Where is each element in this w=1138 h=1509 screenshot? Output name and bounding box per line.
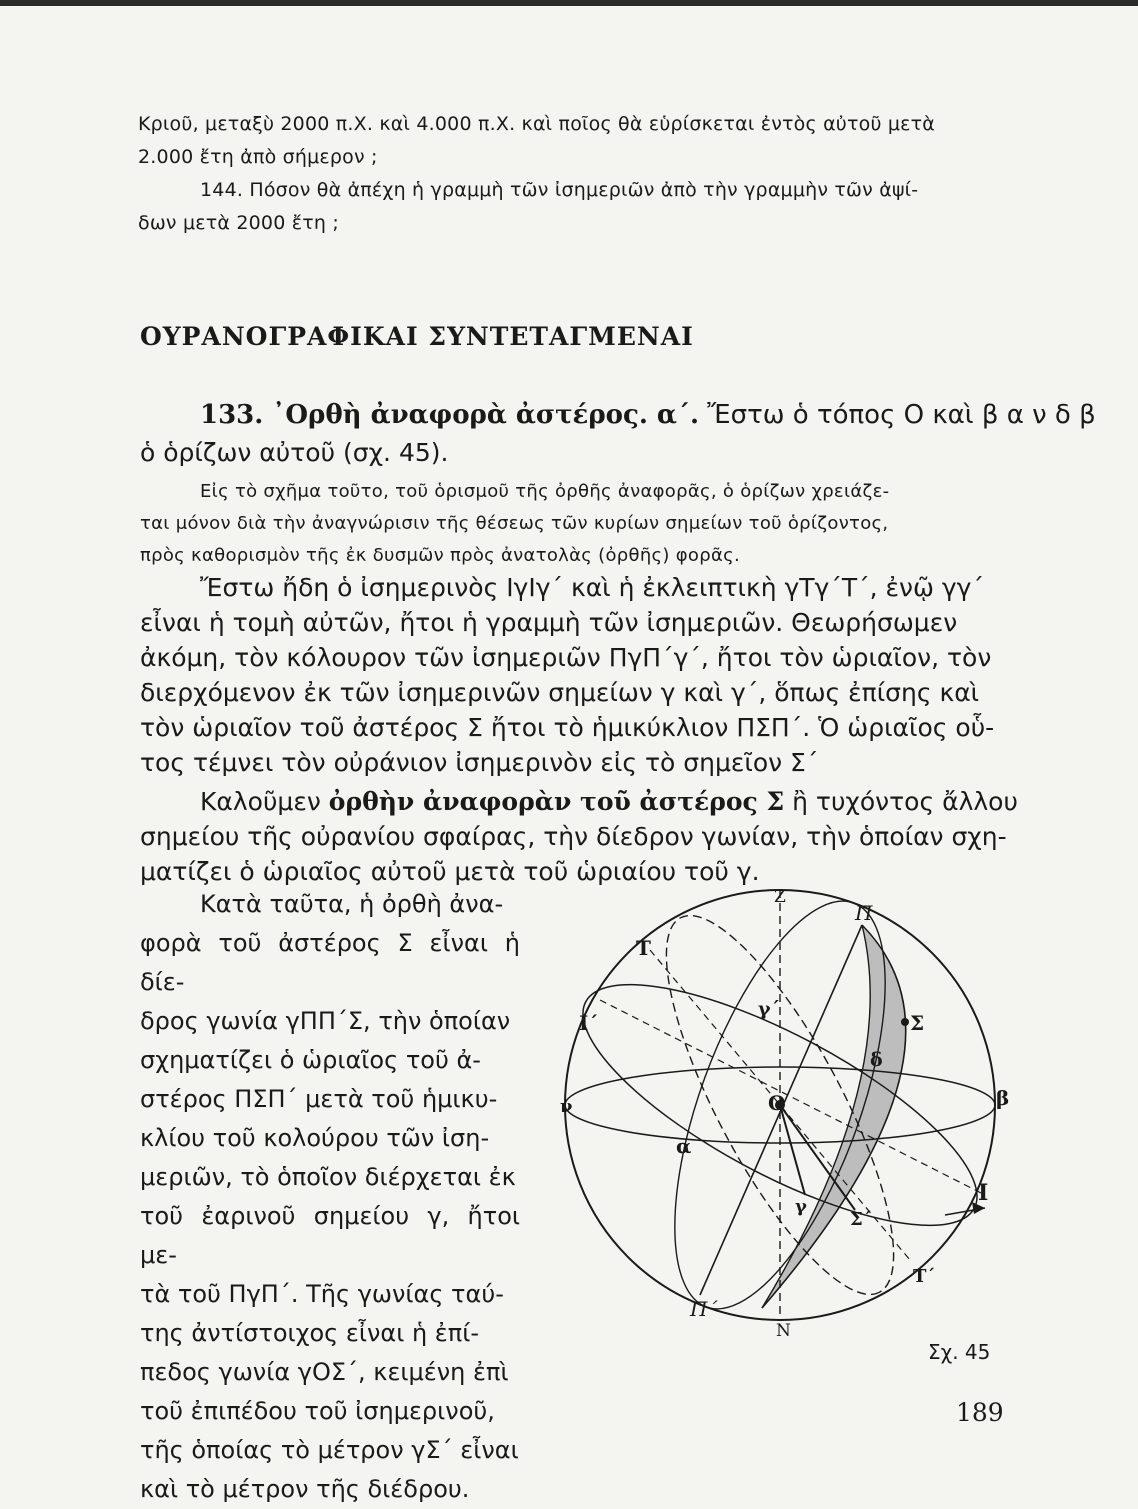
left-col-line: καὶ τὸ μέτρον τῆς διέδρου. — [140, 1475, 470, 1503]
left-col-line: τῆς ὁποίας τὸ μέτρον γΣ΄ εἶναι — [140, 1436, 519, 1464]
label-alpha: α — [676, 1134, 692, 1158]
celestial-sphere-figure — [540, 880, 1020, 1350]
label-gamma: γ — [795, 1196, 807, 1217]
left-col-line: Κατὰ ταῦτα, ἡ ὀρθὴ ἀνα- — [200, 890, 504, 918]
i-i-prime-line — [600, 1000, 985, 1195]
exercise-144-line-1: 144. Πόσον θὰ ἀπέχη ἡ γραμμὴ τῶν ἰσημεριῶν ἀπὸ τὴν γραμμὴν τῶν ἀψί- — [200, 179, 919, 201]
label-sigma: Σ — [910, 1011, 925, 1035]
note-line-3: πρὸς καθορισμὸν τῆς ἐκ δυσμῶν πρὸς ἀνατολὰς (ὀρθῆς) φορᾶς. — [140, 545, 741, 566]
para2-line-3: ματίζει ὁ ὡριαῖος αὐτοῦ μετὰ τοῦ ὡριαίου τοῦ γ. — [140, 857, 760, 886]
left-col-line: στέρος ΠΣΠ΄ μετὰ τοῦ ἡμικυ- — [140, 1085, 498, 1113]
radius-to-gamma — [780, 1105, 805, 1195]
label-I-prime: Ι΄ — [579, 1011, 599, 1035]
label-zenith: Z — [774, 887, 786, 907]
para2-line-1 — [200, 784, 1018, 819]
note-line-1: Εἰς τὸ σχῆμα τοῦτο, τοῦ ὁρισμοῦ τῆς ὀρθῆς ἀναφορᾶς, ὁ ὁρίζων χρειάζε- — [200, 481, 890, 502]
label-I: Ι — [978, 1180, 989, 1206]
left-col-line: δρος γωνία γΠΠ΄Σ, τὴν ὁποίαν — [140, 1007, 511, 1035]
figure-caption: Σχ. 45 — [928, 1340, 991, 1364]
left-col-line: φορὰ τοῦ ἀστέρος Σ εἶναι ἡ δίε- — [140, 929, 520, 996]
left-col-line: της ἀντίστοιχος εἶναι ἡ ἐπί- — [140, 1319, 480, 1347]
page-number: 189 — [956, 1398, 1004, 1427]
para1-line-3: ἀκόμη, τὸν κόλουρον τῶν ἰσημεριῶν ΠγΠ΄γ΄, ἤτοι τὸν ὡριαῖον, τὸν — [140, 643, 992, 672]
star-point — [901, 1018, 909, 1026]
label-nadir: N — [776, 1321, 791, 1341]
label-nu: ν — [560, 1096, 573, 1117]
para2-line-2: σημείου τῆς οὐρανίου σφαίρας, τὴν δίεδρον γωνίαν, τὴν ὁποίαν σχη- — [140, 822, 1007, 851]
left-column-text — [140, 885, 520, 1509]
para1-line-1: Ἔστω ἤδη ὁ ἰσημερινὸς ΙγΙγ΄ καὶ ἡ ἐκλειπτικὴ γΤγ΄Τ΄, ἐνῷ γγ΄ — [200, 573, 984, 602]
article-title-line — [200, 398, 1096, 433]
label-pole: Π — [855, 901, 873, 925]
exercise-144-line-2: δων μετὰ 2000 ἔτη ; — [138, 212, 339, 234]
label-T: Τ — [636, 936, 651, 960]
note-line-2: ται μόνον διὰ τὴν ἀναγνώρισιν τῆς θέσεως τῶν κυρίων σημείων τοῦ ὁρίζοντος, — [140, 513, 889, 534]
definition-term: ὀρθὴν ἀναφορὰν τοῦ ἀστέρος Σ — [328, 787, 785, 816]
label-beta: β — [996, 1086, 1010, 1110]
left-col-line: σχηματίζει ὁ ὡριαῖος τοῦ ἀ- — [140, 1046, 481, 1074]
label-delta: δ — [870, 1049, 883, 1071]
para1-line-5: τὸν ὡριαῖον τοῦ ἀστέρος Σ ἤτοι τὸ ἡμικύκλιον ΠΣΠ΄. Ὁ ὡριαῖος οὗ- — [140, 713, 995, 742]
scan-top-edge — [0, 0, 1138, 6]
label-T-prime: Τ΄ — [913, 1266, 936, 1287]
left-col-line: κλίου τοῦ κολούρου τῶν ἰση- — [140, 1124, 490, 1152]
article-line-2: ὁ ὁρίζων αὐτοῦ (σχ. 45). — [140, 438, 449, 467]
label-sigma-prime: Σ΄ — [850, 1209, 872, 1230]
para2-end: ἢ τυχόντος ἄλλου — [792, 787, 1018, 816]
left-col-line: τὰ τοῦ ΠγΠ΄. Τῆς γωνίας ταύ- — [140, 1280, 504, 1308]
left-col-line: τοῦ ἐπιπέδου τοῦ ἰσημερινοῦ, — [140, 1397, 495, 1425]
left-col-line: πεδος γωνία γΟΣ΄, κειμένη ἐπὶ — [140, 1358, 509, 1386]
para1-line-4: διερχόμενον ἐκ τῶν ἰσημερινῶν σημείων γ καὶ γ΄, ὅπως ἐπίσης καὶ — [140, 678, 980, 707]
para1-line-6: τος τέμνει τὸν οὐράνιον ἰσημερινὸν εἰς τὸ σημεῖον Σ΄ — [140, 748, 819, 777]
intro-line-2: 2.000 ἔτη ἀπὸ σήμερον ; — [138, 146, 378, 168]
left-col-line: τοῦ ἐαρινοῦ σημείου γ, ἤτοι με- — [140, 1202, 520, 1269]
label-O: O — [768, 1091, 786, 1115]
label-gamma-prime: γ΄ — [758, 998, 781, 1020]
label-pole-prime: Π΄ — [690, 1297, 718, 1321]
article-number-title: 133. ᾿Ορθὴ ἀναφορὰ ἀστέρος. α΄. — [200, 400, 699, 430]
left-col-line: μεριῶν, τὸ ὁποῖον διέρχεται ἐκ — [140, 1163, 516, 1191]
article-intro-rest: Ἔστω ὁ τόπος Ο καὶ β α ν δ β — [707, 400, 1096, 430]
section-title: ΟΥΡΑΝΟΓΡΑΦΙΚΑΙ ΣΥΝΤΕΤΑΓΜΕΝΑΙ — [140, 322, 694, 351]
intro-line-1: Κριοῦ, μεταξὺ 2000 π.Χ. καὶ 4.000 π.Χ. καὶ ποῖος θὰ εὑρίσκεται ἐντὸς αὐτοῦ μετὰ — [138, 113, 936, 135]
para1-line-2: εἶναι ἡ τομὴ αὐτῶν, ἤτοι ἡ γραμμὴ τῶν ἰσημεριῶν. Θεωρήσωμεν — [140, 608, 958, 637]
para2-start: Καλοῦμεν — [200, 787, 321, 816]
